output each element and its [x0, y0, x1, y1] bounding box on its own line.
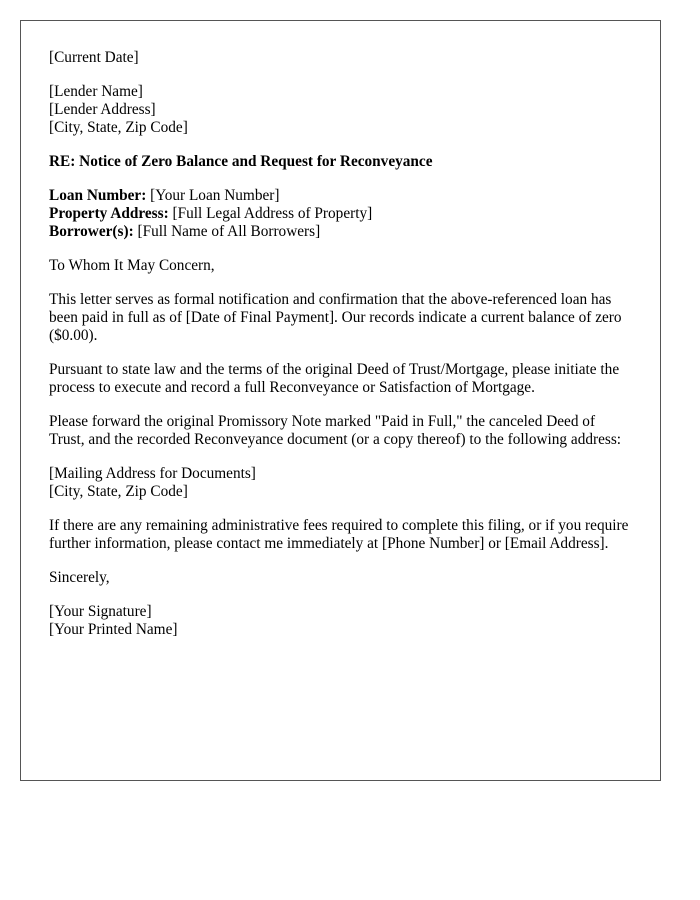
lender-city-state-zip: [City, State, Zip Code] — [49, 119, 188, 136]
body-paragraph-2: Pursuant to state law and the terms of the original Deed of Trust/Mortgage, please initiate the process to execute and record a full Reconveyance or Satisfaction of Mortgage. — [49, 361, 620, 396]
property-address-value: [Full Legal Address of Property] — [172, 205, 373, 222]
sign-off: Sincerely, — [49, 569, 110, 586]
salutation: To Whom It May Concern, — [49, 257, 215, 274]
lender-name: [Lender Name] — [49, 83, 143, 100]
borrowers-row — [49, 223, 632, 241]
letter-page — [20, 20, 661, 781]
closing-paragraph: If there are any remaining administrative fees required to complete this filing, or if you require further information, please contact me immediately at [Phone Number] or [Email Address]. — [49, 517, 629, 552]
printed-name: [Your Printed Name] — [49, 621, 178, 638]
mailing-address: [Mailing Address for Documents] — [49, 465, 256, 482]
loan-number-label: Loan Number: — [49, 187, 147, 204]
loan-number-row — [49, 187, 632, 205]
body-paragraph-3: Please forward the original Promissory Note marked "Paid in Full," the canceled Deed of Trust, and the recorded Reconveyance document (or a copy thereof) to the following address: — [49, 413, 622, 448]
subject-line: RE: Notice of Zero Balance and Request for Reconveyance — [49, 153, 433, 170]
signature: [Your Signature] — [49, 603, 152, 620]
property-address-label: Property Address: — [49, 205, 169, 222]
borrowers-label: Borrower(s): — [49, 223, 134, 240]
signature-block — [49, 603, 632, 639]
lender-address: [Lender Address] — [49, 101, 156, 118]
mailing-address-block — [49, 465, 632, 501]
letter-date-block — [49, 49, 632, 67]
property-address-row — [49, 205, 632, 223]
loan-number-value: [Your Loan Number] — [150, 187, 280, 204]
recipient-address-block — [49, 83, 632, 137]
mailing-city-state-zip: [City, State, Zip Code] — [49, 483, 188, 500]
loan-details-block — [49, 187, 632, 241]
letter-date: [Current Date] — [49, 49, 139, 66]
body-paragraph-1: This letter serves as formal notification and confirmation that the above-referenced loan has been paid in full as of [Date of Final Payment]. Our records indicate a current balance of zero ($0.00). — [49, 291, 622, 344]
borrowers-value: [Full Name of All Borrowers] — [137, 223, 321, 240]
